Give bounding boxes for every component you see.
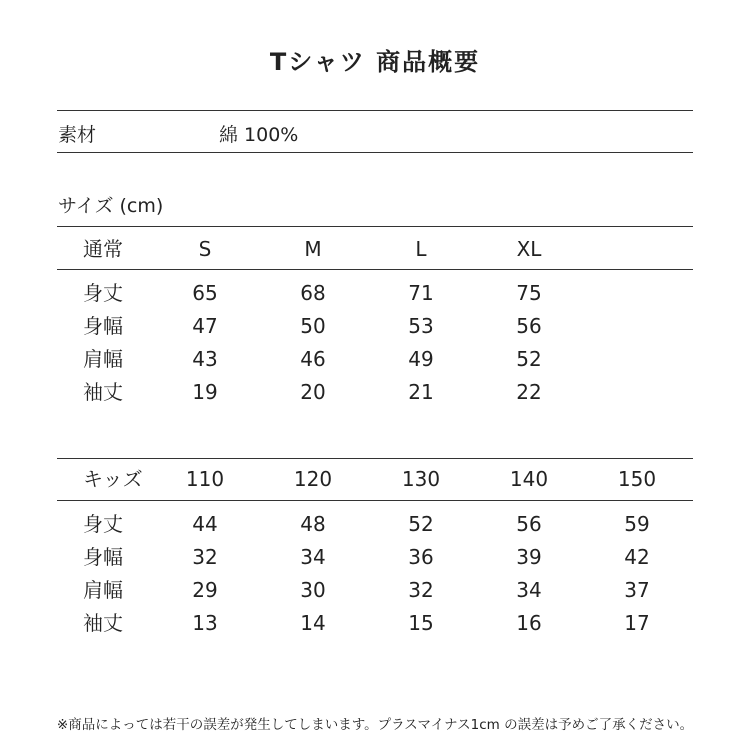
header-cell: XL bbox=[516, 237, 542, 261]
table-row bbox=[57, 310, 693, 342]
table-cell: 53 bbox=[408, 314, 434, 338]
page-title: Tシャツ 商品概要 bbox=[269, 48, 481, 76]
header-cell: L bbox=[415, 237, 427, 261]
table-cell: 34 bbox=[516, 578, 542, 602]
header-cell: 通常 bbox=[83, 237, 123, 261]
header-cell: 130 bbox=[401, 467, 441, 491]
table-cell: 65 bbox=[192, 281, 218, 305]
disclaimer-note: ※商品によっては若干の誤差が発生してしまいます。プラスマイナス1cm の誤差は予めご了承ください。 bbox=[56, 717, 694, 733]
table-cell: 13 bbox=[192, 611, 218, 635]
table-cell: 21 bbox=[408, 380, 434, 404]
table-row bbox=[57, 277, 693, 309]
header-cell: 120 bbox=[293, 467, 333, 491]
table-row bbox=[57, 508, 693, 540]
row-label: 身幅 bbox=[83, 314, 123, 338]
table-row bbox=[57, 343, 693, 375]
table-cell: 14 bbox=[300, 611, 326, 635]
table-cell: 32 bbox=[408, 578, 434, 602]
size-heading: サイズ (cm) bbox=[58, 195, 164, 217]
row-label: 袖丈 bbox=[83, 380, 123, 404]
table-cell: 56 bbox=[516, 512, 542, 536]
row-label: 袖丈 bbox=[83, 611, 123, 635]
table-cell: 29 bbox=[192, 578, 218, 602]
table-cell: 22 bbox=[516, 380, 542, 404]
row-label: 肩幅 bbox=[83, 578, 123, 602]
table-cell: 50 bbox=[300, 314, 326, 338]
divider bbox=[57, 152, 693, 153]
row-label: 身丈 bbox=[83, 512, 123, 536]
table-cell: 52 bbox=[408, 512, 434, 536]
table-cell: 37 bbox=[624, 578, 650, 602]
table-cell: 71 bbox=[408, 281, 434, 305]
table-cell: 48 bbox=[300, 512, 326, 536]
material-value: 綿 100% bbox=[219, 124, 299, 146]
table-cell: 30 bbox=[300, 578, 326, 602]
header-cell: 140 bbox=[509, 467, 549, 491]
header-cell: 110 bbox=[185, 467, 225, 491]
row-label: 肩幅 bbox=[83, 347, 123, 371]
table-cell: 20 bbox=[300, 380, 326, 404]
table-header-row bbox=[57, 233, 693, 265]
table-cell: 49 bbox=[408, 347, 434, 371]
table-cell: 17 bbox=[624, 611, 650, 635]
table-header-rule bbox=[57, 269, 693, 270]
table-cell: 34 bbox=[300, 545, 326, 569]
table-cell: 16 bbox=[516, 611, 542, 635]
table-cell: 43 bbox=[192, 347, 218, 371]
table-header-rule bbox=[57, 500, 693, 501]
row-label: 身丈 bbox=[83, 281, 123, 305]
table-cell: 19 bbox=[192, 380, 218, 404]
table-cell: 46 bbox=[300, 347, 326, 371]
table-cell: 52 bbox=[516, 347, 542, 371]
header-cell: 150 bbox=[617, 467, 657, 491]
table-cell: 47 bbox=[192, 314, 218, 338]
row-label: 身幅 bbox=[83, 545, 123, 569]
header-cell: M bbox=[304, 237, 322, 261]
table-cell: 68 bbox=[300, 281, 326, 305]
table-row bbox=[57, 541, 693, 573]
table-top-rule bbox=[57, 458, 693, 459]
divider bbox=[57, 110, 693, 111]
header-cell: キッズ bbox=[83, 467, 143, 491]
table-cell: 42 bbox=[624, 545, 650, 569]
table-cell: 56 bbox=[516, 314, 542, 338]
table-cell: 36 bbox=[408, 545, 434, 569]
table-cell: 44 bbox=[192, 512, 218, 536]
table-cell: 39 bbox=[516, 545, 542, 569]
table-header-row bbox=[57, 463, 693, 495]
material-label: 素材 bbox=[58, 124, 97, 146]
table-row bbox=[57, 376, 693, 408]
table-cell: 15 bbox=[408, 611, 434, 635]
table-cell: 59 bbox=[624, 512, 650, 536]
header-cell: S bbox=[198, 237, 212, 261]
table-cell: 32 bbox=[192, 545, 218, 569]
table-cell: 75 bbox=[516, 281, 542, 305]
table-row bbox=[57, 574, 693, 606]
table-row bbox=[57, 607, 693, 639]
table-top-rule bbox=[57, 226, 693, 227]
